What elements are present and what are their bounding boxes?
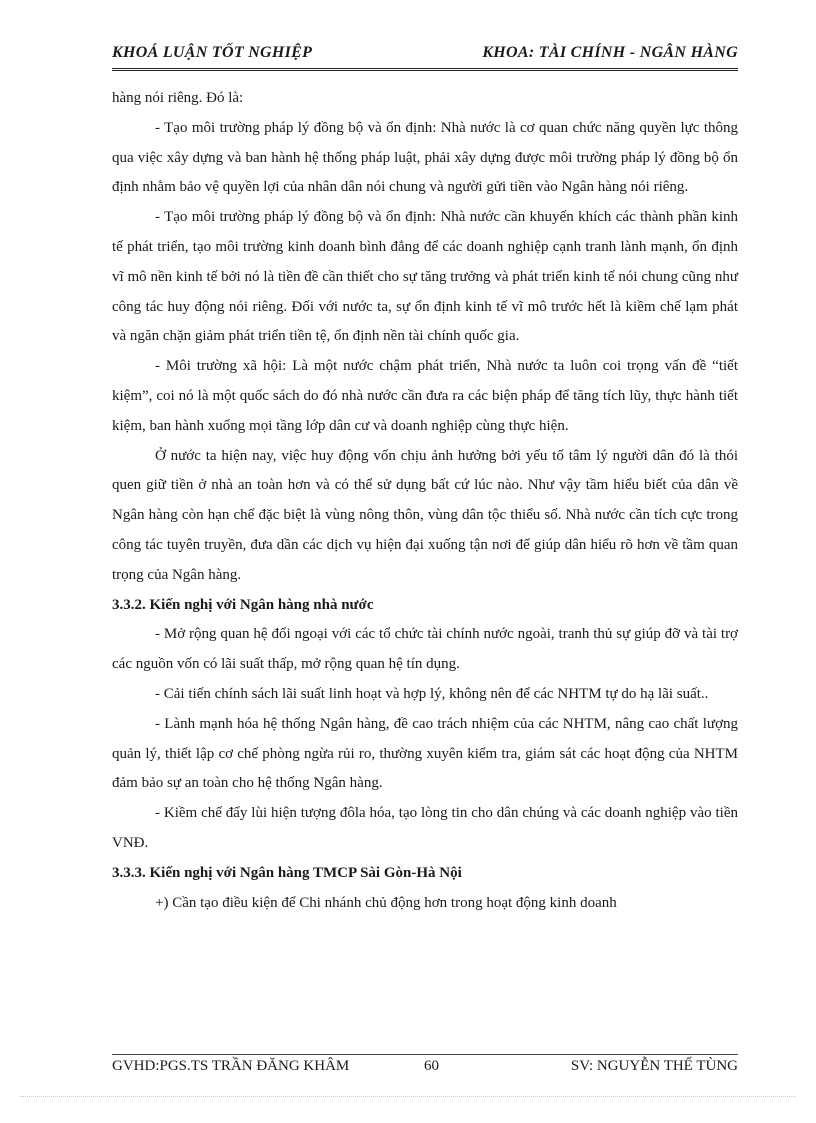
page-number: 60	[424, 1058, 439, 1074]
section-heading: 3.3.2. Kiến nghị với Ngân hàng nhà nước	[112, 596, 374, 613]
paragraph: - Tạo môi trường pháp lý đồng bộ và ổn định: Nhà nước cần khuyến khích các thành phần kinh tế phát triển, tạo môi trường kinh doanh bình đẳng để các doanh nghiệp cạnh tranh lành mạnh, ổn định vĩ mô nền kinh tế bởi nó là tiền đề cần thiết cho sự tăng trưởng và phát triển kinh tế nói chung cũng như công tác huy động nói riêng. Đối với nước ta, sự ổn định kinh tế vĩ mô trước hết là kiềm chế lạm phát và ngăn chặn giảm phát triển tiền tệ, ổn định nền tài chính quốc gia.	[112, 209, 738, 345]
header-left: KHOÁ LUẬN TỐT NGHIỆP	[112, 44, 313, 61]
paragraph: - Lành mạnh hóa hệ thống Ngân hàng, đề cao trách nhiệm của các NHTM, nâng cao chất lượng quản lý, thiết lập cơ chế phòng ngừa rủi ro, thường xuyên kiểm tra, giám sát các hoạt động của NHTM đảm bảo sự an toàn cho hệ thống Ngân hàng.	[112, 715, 738, 792]
footer-student: SV: NGUYỄN THẾ TÙNG	[570, 1058, 738, 1074]
paragraph: - Kiềm chế đẩy lùi hiện tượng đôla hóa, tạo lòng tin cho dân chúng và các doanh nghiệp vào tiền VNĐ.	[112, 805, 738, 851]
footer-supervisor: GVHD:PGS.TS TRẦN ĐĂNG KHÂM	[112, 1058, 350, 1074]
page-footer	[112, 1058, 738, 1075]
paragraph: - Cải tiến chính sách lãi suất linh hoạt và hợp lý, không nên để các NHTM tự do hạ lãi suất..	[155, 685, 709, 702]
body-text	[112, 84, 738, 918]
paragraph: Ở nước ta hiện nay, việc huy động vốn chịu ảnh hưởng bởi yếu tố tâm lý người dân đó là thói quen giữ tiền ở nhà an toàn hơn và có thể sử dụng bất cứ lúc nào. Như vậy tầm hiểu biết của dân về Ngân hàng còn hạn chế đặc biệt là vùng nông thôn, vùng dân tộc thiểu số. Nhà nước cần tích cực trong công tác tuyên truyền, đưa dần các dịch vụ hiện đại xuống tận nơi để giúp dân hiểu rõ hơn về tầm quan trọng của Ngân hàng.	[112, 447, 738, 583]
footer-rule	[112, 1054, 738, 1055]
paragraph: +) Cần tạo điều kiện để Chi nhánh chủ động hơn trong hoạt động kinh doanh	[155, 894, 617, 911]
paragraph: - Mở rộng quan hệ đối ngoại với các tổ chức tài chính nước ngoài, tranh thủ sự giúp đỡ và tài trợ các nguồn vốn có lãi suất thấp, mở rộng quan hệ tín dụng.	[112, 626, 738, 673]
paragraph: - Môi trường xã hội: Là một nước chậm phát triển, Nhà nước ta luôn coi trọng vấn đề “tiết kiệm”, coi nó là một quốc sách do đó nhà nước cần đưa ra các biện pháp để tăng tích lũy, thực hành tiết kiệm, ban hành xuống mọi tầng lớp dân cư và doanh nghiệp cùng thực hiện.	[112, 358, 738, 434]
page-header	[112, 44, 738, 62]
paragraph: - Tạo môi trường pháp lý đồng bộ và ổn định: Nhà nước là cơ quan chức năng quyền lực thông qua việc xây dựng và ban hành hệ thống pháp luật, phải xây dựng được môi trường pháp lý đồng bộ ổn định nhằm bảo vệ quyền lợi của nhân dân nói chung và người gửi tiền vào Ngân hàng nói riêng.	[112, 119, 738, 196]
section-heading: 3.3.3. Kiến nghị với Ngân hàng TMCP Sài Gòn-Hà Nội	[112, 864, 462, 881]
header-rule	[112, 68, 738, 71]
paragraph-continuation: hàng nói riêng. Đó là:	[112, 90, 244, 106]
page-boundary	[20, 1096, 796, 1097]
header-right: KHOA: TÀI CHÍNH - NGÂN HÀNG	[482, 44, 738, 61]
